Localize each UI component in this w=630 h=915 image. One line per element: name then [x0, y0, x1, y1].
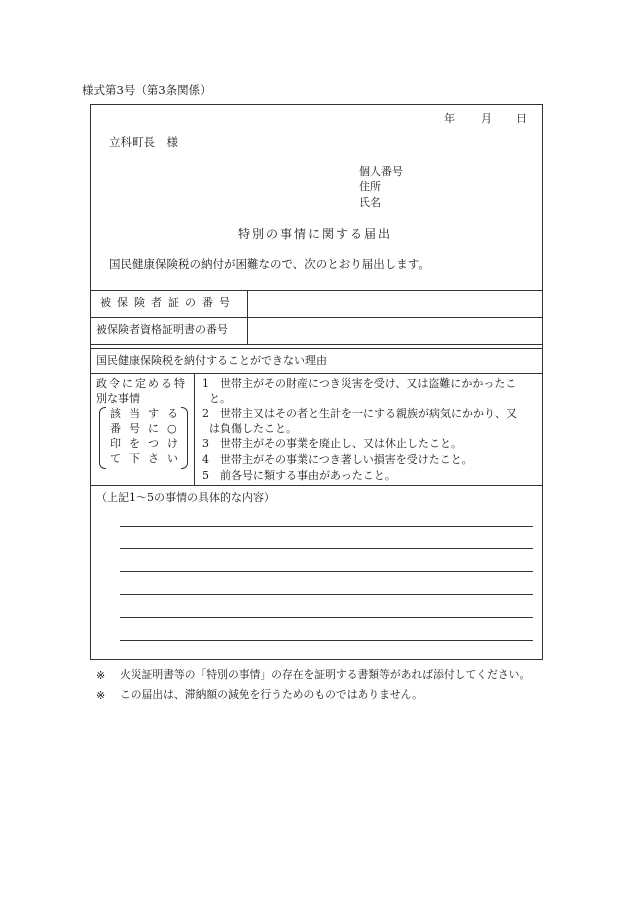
- reason-text: 世帯主がその事業を廃止し、又は休止したこと。: [220, 437, 462, 450]
- reason-text: と。: [209, 392, 231, 405]
- divider: [90, 485, 543, 486]
- reason-number[interactable]: 4: [202, 453, 209, 466]
- reason-text: 世帯主がその事業につき著しい損害を受けたこと。: [220, 453, 473, 466]
- divider: [90, 348, 543, 349]
- address-label: 住所: [359, 180, 381, 193]
- qualification-cert-label: 被保険者資格証明書の番号: [96, 323, 228, 336]
- intro-text: 国民健康保険税の納付が困難なので、次のとおり届出します。: [109, 257, 430, 271]
- divider: [247, 290, 248, 344]
- details-line[interactable]: [120, 526, 533, 527]
- divider: [194, 373, 195, 485]
- divider: [90, 373, 543, 374]
- reason-text: 前各号に類する事由があったこと。: [220, 469, 396, 482]
- left-bracket: [99, 407, 106, 469]
- reason-text: は負傷したこと。: [209, 422, 297, 435]
- instruction-line: 番号に○: [110, 422, 185, 435]
- reason-number[interactable]: 1: [202, 377, 209, 390]
- form-title: 特別の事情に関する届出: [238, 227, 393, 241]
- details-line[interactable]: [120, 640, 533, 641]
- reason-label-line2: 別な事情: [96, 392, 140, 405]
- reason-number[interactable]: 3: [202, 437, 209, 450]
- instruction-line: て下さい: [110, 452, 186, 465]
- insured-card-number-field[interactable]: [254, 297, 538, 311]
- divider: [90, 344, 543, 345]
- addressee: 立科町長 様: [109, 135, 178, 149]
- date-year: 年: [444, 112, 455, 125]
- date-month: 月: [481, 112, 492, 125]
- details-line[interactable]: [120, 594, 533, 595]
- instruction-line: 該当する: [110, 407, 186, 420]
- insured-card-label: 被保険者証の番号: [100, 296, 236, 309]
- reason-text: 世帯主がその財産につき災害を受け、又は盗難にかかったこ: [220, 377, 517, 390]
- details-label: （上記1～5の事情の具体的な内容）: [96, 491, 275, 504]
- qualification-cert-number-field[interactable]: [254, 324, 538, 338]
- reason-number[interactable]: 5: [202, 469, 209, 482]
- reason-label-line1: 政令に定める特: [96, 377, 187, 390]
- instruction-line: 印をつけ: [110, 437, 186, 450]
- form-number: 様式第3号（第3条関係）: [82, 83, 212, 97]
- details-line[interactable]: [120, 571, 533, 572]
- note-mark: ※: [96, 689, 106, 702]
- note-mark: ※: [96, 669, 106, 682]
- details-line[interactable]: [120, 617, 533, 618]
- note-text: 火災証明書等の「特別の事情」の存在を証明する書類等があれば添付してください。: [120, 668, 531, 681]
- reason-header: 国民健康保険税を納付することができない理由: [96, 354, 327, 367]
- note-text: この届出は、滞納額の減免を行うためのものではありません。: [120, 688, 423, 701]
- divider: [90, 317, 543, 318]
- reason-text: 世帯主又はその者と生計を一にする親族が病気にかかり、又: [220, 407, 517, 420]
- reason-number[interactable]: 2: [202, 407, 209, 420]
- my-number-label: 個人番号: [359, 165, 403, 178]
- date-day: 日: [516, 112, 527, 125]
- details-line[interactable]: [120, 548, 533, 549]
- divider: [90, 290, 543, 291]
- name-label: 氏名: [359, 196, 381, 209]
